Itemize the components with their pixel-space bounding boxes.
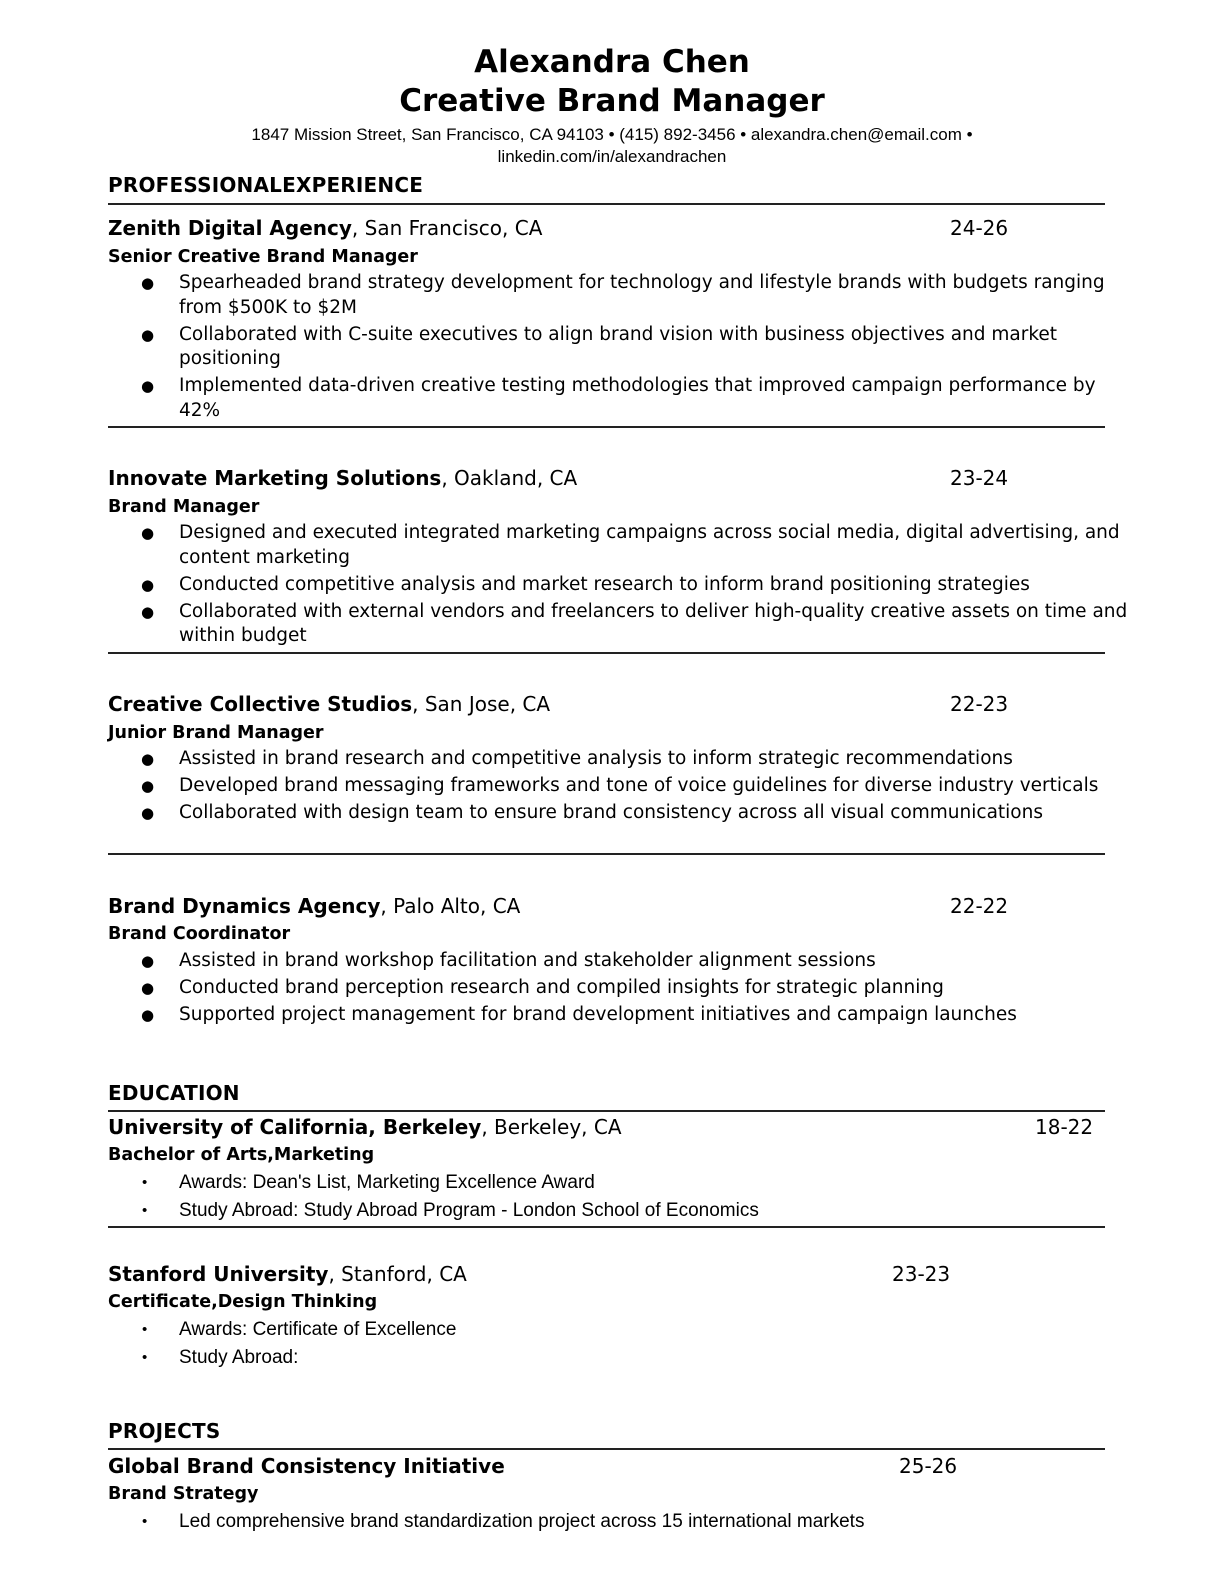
company-name: Brand Dynamics Agency bbox=[108, 894, 381, 918]
company-location: , Oakland, CA bbox=[441, 466, 578, 490]
education-bullets bbox=[108, 1316, 1138, 1371]
list-item: ● Supported project management for brand development initiatives and campaign launches bbox=[108, 1003, 1138, 1028]
education-entry-header bbox=[108, 1261, 467, 1287]
education-bullets bbox=[108, 1169, 1138, 1224]
section-heading-projects: PROJECTS bbox=[108, 1419, 221, 1443]
job-role: Senior Creative Brand Manager bbox=[108, 247, 418, 267]
entry-divider bbox=[108, 853, 1105, 855]
employment-dates: 23-24 bbox=[950, 466, 1009, 490]
bullet-icon: ● bbox=[141, 777, 155, 795]
list-item: ● Implemented data-driven creative testing methodologies that improved campaign performance by 42% bbox=[141, 375, 1096, 421]
bullet-icon: ● bbox=[141, 602, 155, 621]
project-bullets bbox=[108, 1508, 1138, 1536]
linkedin-link: linkedin.com/in/alexandrachen bbox=[497, 147, 727, 166]
company-location: , San Jose, CA bbox=[412, 692, 551, 716]
bullet-icon: ● bbox=[141, 575, 155, 594]
section-heading-experience: PROFESSIONALEXPERIENCE bbox=[108, 173, 424, 197]
section-divider bbox=[108, 203, 1105, 205]
list-item: ● Assisted in brand workshop facilitation and stakeholder alignment sessions bbox=[108, 949, 1138, 974]
experience-bullets bbox=[108, 949, 1138, 1030]
list-item: ● Developed brand messaging frameworks and tone of voice guidelines for diverse industry verticals bbox=[108, 774, 1138, 799]
list-item: ● Designed and executed integrated marketing campaigns across social media, digital advertising, and content marketing bbox=[141, 522, 1120, 568]
list-item: • Awards: Dean's List, Marketing Excellence Award bbox=[108, 1169, 1138, 1197]
experience-bullets bbox=[108, 271, 1138, 426]
education-dates: 18-22 bbox=[1035, 1115, 1094, 1139]
experience-bullets bbox=[108, 521, 1138, 651]
bullet-icon: • bbox=[142, 1174, 148, 1191]
list-item: • Study Abroad: bbox=[108, 1344, 1138, 1372]
school-name: Stanford University bbox=[108, 1262, 329, 1286]
degree: Certificate,Design Thinking bbox=[108, 1292, 378, 1312]
contact-line: 1847 Mission Street, San Francisco, CA 94103 • (415) 892-3456 • alexandra.chen@email.com • bbox=[251, 125, 973, 144]
list-item: • Led comprehensive brand standardization project across 15 international markets bbox=[108, 1508, 1138, 1536]
entry-divider bbox=[108, 652, 1105, 654]
bullet-icon: ● bbox=[141, 325, 155, 344]
company-name: Creative Collective Studios bbox=[108, 692, 413, 716]
list-item: ● Collaborated with external vendors and freelancers to deliver high-quality creative assets on time and within budget bbox=[141, 600, 1128, 646]
employment-dates: 22-22 bbox=[950, 894, 1009, 918]
education-entry-header bbox=[108, 1114, 622, 1140]
experience-entry-header bbox=[108, 215, 542, 241]
list-item: • Awards: Certificate of Excellence bbox=[108, 1316, 1138, 1344]
list-item: ● Conducted competitive analysis and market research to inform brand positioning strategies bbox=[108, 573, 1138, 598]
job-role: Junior Brand Manager bbox=[108, 723, 324, 743]
bullet-icon: • bbox=[142, 1513, 148, 1530]
bullet-icon: • bbox=[142, 1321, 148, 1338]
list-item: • Study Abroad: Study Abroad Program - London School of Economics bbox=[108, 1197, 1138, 1225]
list-item: ● Assisted in brand research and competitive analysis to inform strategic recommendations bbox=[108, 747, 1138, 772]
employment-dates: 22-23 bbox=[950, 692, 1009, 716]
bullet-icon: ● bbox=[141, 952, 155, 970]
company-location: , San Francisco, CA bbox=[351, 216, 543, 240]
project-dates: 25-26 bbox=[899, 1454, 958, 1478]
company-name: Innovate Marketing Solutions bbox=[108, 466, 442, 490]
project-entry-header bbox=[108, 1453, 505, 1479]
section-divider bbox=[108, 1448, 1105, 1450]
section-heading-education: EDUCATION bbox=[108, 1081, 240, 1105]
bullet-icon: ● bbox=[141, 804, 155, 822]
school-location: , Berkeley, CA bbox=[481, 1115, 622, 1139]
list-item: ● Conducted brand perception research and compiled insights for strategic planning bbox=[108, 976, 1138, 1001]
entry-divider bbox=[108, 1226, 1105, 1228]
project-name: Global Brand Consistency Initiative bbox=[108, 1454, 505, 1478]
degree: Bachelor of Arts,Marketing bbox=[108, 1145, 375, 1165]
project-category: Brand Strategy bbox=[108, 1484, 259, 1504]
bullet-icon: ● bbox=[141, 377, 155, 395]
company-location: , Palo Alto, CA bbox=[380, 894, 521, 918]
list-item: ● Spearheaded brand strategy development for technology and lifestyle brands with budgets ranging from $500K to $2M bbox=[141, 272, 1105, 318]
entry-divider bbox=[108, 426, 1105, 428]
school-location: , Stanford, CA bbox=[328, 1262, 467, 1286]
job-role: Brand Manager bbox=[108, 497, 260, 517]
education-dates: 23-23 bbox=[892, 1262, 951, 1286]
bullet-icon: ● bbox=[141, 274, 155, 292]
bullet-icon: ● bbox=[141, 979, 155, 997]
experience-bullets bbox=[108, 747, 1138, 828]
employment-dates: 24-26 bbox=[950, 216, 1009, 240]
bullet-icon: ● bbox=[141, 524, 155, 542]
contact-info bbox=[0, 124, 1224, 168]
candidate-title: Creative Brand Manager bbox=[399, 83, 825, 119]
bullet-icon: ● bbox=[141, 750, 155, 768]
experience-entry-header bbox=[108, 691, 550, 717]
candidate-name: Alexandra Chen bbox=[474, 44, 750, 80]
company-name: Zenith Digital Agency bbox=[108, 216, 352, 240]
bullet-icon: ● bbox=[141, 1006, 155, 1024]
bullet-icon: • bbox=[142, 1348, 148, 1366]
experience-entry-header bbox=[108, 893, 520, 919]
list-item: ● Collaborated with C-suite executives to align brand vision with business objectives and market positioning bbox=[141, 323, 1058, 369]
section-divider bbox=[108, 1110, 1105, 1112]
bullet-icon: • bbox=[142, 1201, 148, 1219]
school-name: University of California, Berkeley bbox=[108, 1115, 482, 1139]
experience-entry-header bbox=[108, 465, 577, 491]
list-item: ● Collaborated with design team to ensure brand consistency across all visual communications bbox=[108, 801, 1138, 826]
job-role: Brand Coordinator bbox=[108, 924, 291, 944]
